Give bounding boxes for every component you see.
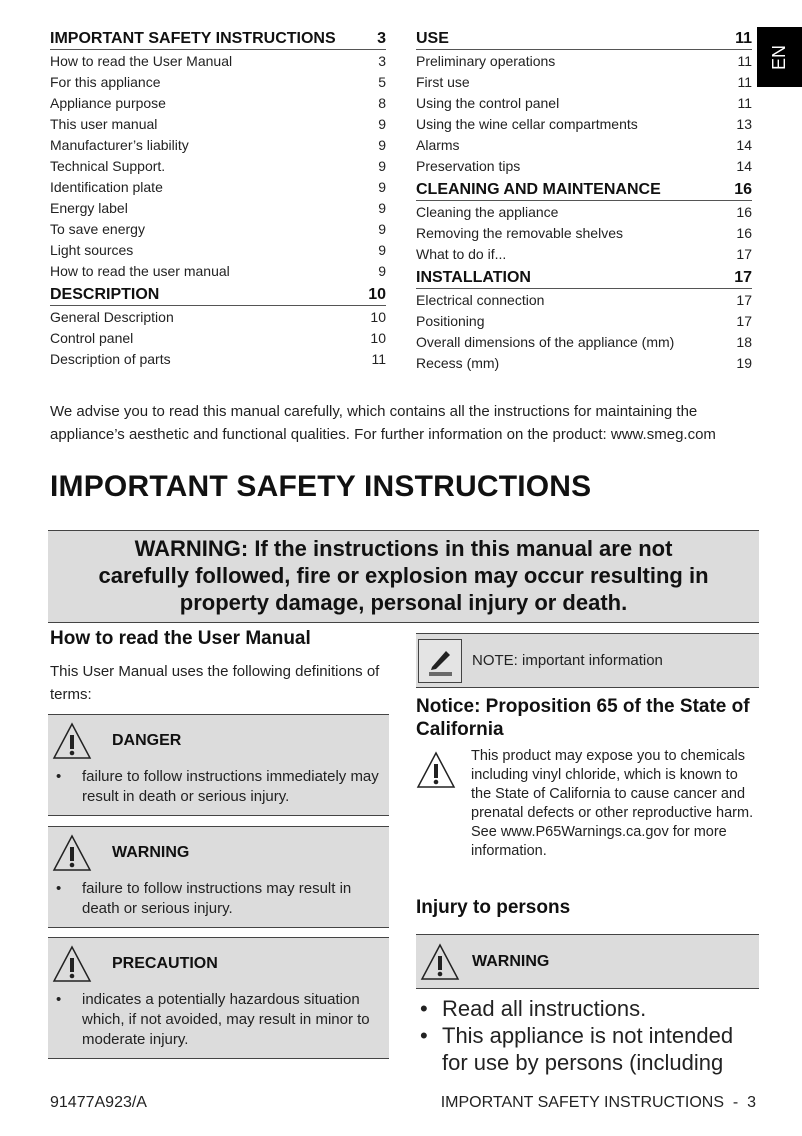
toc-page: 16 [736, 203, 752, 220]
toc-page: 9 [378, 157, 386, 174]
toc-page: 18 [736, 333, 752, 350]
toc-entry[interactable] [416, 352, 752, 373]
bullet-text: indicates a potentially hazardous situation which, if not avoided, may result in minor to moderate injury. [82, 991, 370, 1048]
toc-page: 19 [736, 354, 752, 371]
bullet-item: • Read all instructions. [420, 996, 647, 1021]
toc-entry-title: How to read the user manual [50, 262, 230, 279]
toc-entry-title: Recess (mm) [416, 354, 500, 371]
toc-page: 11 [737, 73, 752, 90]
toc-entry-title: Preliminary operations [416, 52, 556, 69]
toc-page: 3 [378, 52, 386, 69]
toc-entry-title: This user manual [50, 115, 158, 132]
toc-section-heading[interactable] [416, 28, 752, 50]
toc-page: 9 [378, 115, 386, 132]
definition-box-danger [48, 714, 389, 816]
document-code: 91477A923/A [50, 1094, 147, 1111]
warning-triangle-icon [420, 942, 460, 982]
toc-page: 17 [736, 312, 752, 329]
toc-entry[interactable] [50, 134, 386, 155]
toc-entry-title: Electrical connection [416, 291, 545, 308]
toc-entry[interactable] [50, 327, 386, 348]
toc-page: 9 [378, 262, 386, 279]
toc-section-title: USE [416, 29, 449, 47]
bullet-text: This appliance is not intended for use by persons (including [442, 1023, 734, 1075]
toc-entry-title: Energy label [50, 199, 128, 216]
injury-heading: Injury to persons [416, 897, 571, 918]
toc-page: 10 [368, 285, 386, 303]
toc-page: 17 [736, 291, 752, 308]
prop65-text: This product may expose you to chemicals including vinyl chloride, which is known to the State of California to cause cancer and prenatal defects or other reproductive harm. See www.P65Warnings.ca.gov for more information. [471, 748, 754, 859]
toc-entry[interactable] [50, 306, 386, 327]
toc-entry[interactable] [416, 50, 752, 71]
toc-entry-title: How to read the User Manual [50, 52, 233, 69]
toc-page: 16 [734, 180, 752, 198]
box-label: DANGER [112, 732, 182, 749]
toc-entry[interactable] [416, 289, 752, 310]
how-to-read-text: This User Manual uses the following definitions of terms: [50, 663, 380, 703]
toc-entry-title: Appliance purpose [50, 94, 166, 111]
toc-entry[interactable] [416, 331, 752, 352]
toc-page: 11 [737, 52, 752, 69]
toc-page: 13 [736, 115, 752, 132]
toc-entry-title: Positioning [416, 312, 485, 329]
toc-entry-title: Cleaning the appliance [416, 203, 559, 220]
toc-page: 10 [370, 308, 386, 325]
toc-entry[interactable] [50, 113, 386, 134]
warning-label: WARNING [472, 952, 550, 970]
toc-entry-title: Manufacturer’s liability [50, 136, 189, 153]
toc-section-title: DESCRIPTION [50, 285, 160, 303]
bullet-item: • failure to follow instructions immediately may result in death or serious injury. [56, 767, 381, 807]
toc-page: 10 [370, 329, 386, 346]
warning-triangle-icon [52, 721, 92, 761]
definition-box-warning [48, 826, 389, 928]
toc-section-heading[interactable] [50, 28, 386, 50]
language-tab [757, 27, 802, 87]
bullet-text: failure to follow instructions immediately may result in death or serious injury. [82, 768, 379, 805]
bullet-text: Read all instructions. [442, 996, 647, 1021]
toc-entry-title: Using the wine cellar compartments [416, 115, 638, 132]
toc-entry[interactable] [50, 348, 386, 369]
language-label: EN [768, 44, 789, 70]
toc-entry[interactable] [416, 155, 752, 176]
toc-entry[interactable] [416, 310, 752, 331]
table-of-contents-left [50, 28, 386, 369]
toc-entry[interactable] [416, 222, 752, 243]
toc-entry[interactable] [50, 155, 386, 176]
toc-entry-title: For this appliance [50, 73, 161, 90]
toc-page: 9 [378, 136, 386, 153]
toc-page: 9 [378, 220, 386, 237]
warning-triangle-icon [416, 750, 456, 795]
toc-entry-title: Removing the removable shelves [416, 224, 623, 241]
toc-section-title: CLEANING AND MAINTENANCE [416, 180, 661, 198]
toc-page: 11 [737, 94, 752, 111]
box-label: WARNING [112, 844, 190, 861]
toc-entry-title: First use [416, 73, 470, 90]
page-title: IMPORTANT SAFETY INSTRUCTIONS [50, 470, 592, 503]
bullet-item: • This appliance is not intended for use by persons (including [420, 1022, 760, 1076]
toc-entry[interactable] [50, 71, 386, 92]
toc-entry-title: Using the control panel [416, 94, 560, 111]
toc-entry[interactable] [416, 243, 752, 264]
toc-entry-title: Preservation tips [416, 157, 521, 174]
toc-entry[interactable] [50, 197, 386, 218]
bullet-text: failure to follow instructions may result in death or serious injury. [82, 880, 352, 917]
toc-section-heading[interactable] [416, 267, 752, 289]
bullet-item: • failure to follow instructions may result in death or serious injury. [56, 879, 381, 919]
toc-entry-title: Description of parts [50, 350, 171, 367]
toc-page: 11 [735, 29, 752, 47]
toc-entry[interactable] [50, 239, 386, 260]
toc-entry[interactable] [416, 113, 752, 134]
toc-page: 5 [378, 73, 386, 90]
toc-entry[interactable] [416, 92, 752, 113]
box-label: PRECAUTION [112, 955, 218, 972]
warning-triangle-icon [52, 833, 92, 873]
toc-entry[interactable] [50, 260, 386, 281]
injury-warning-box [416, 934, 759, 989]
footer-section: IMPORTANT SAFETY INSTRUCTIONS - 3 [440, 1094, 756, 1111]
toc-page: 17 [736, 245, 752, 262]
toc-page: 9 [378, 241, 386, 258]
toc-section-title: INSTALLATION [416, 268, 531, 286]
prop65-heading: Notice: Proposition 65 of the State of California [416, 696, 750, 740]
definition-box-precaution [48, 937, 389, 1059]
toc-entry-title: To save energy [50, 220, 145, 237]
toc-page: 14 [736, 157, 752, 174]
how-to-read-heading: How to read the User Manual [50, 628, 311, 649]
toc-entry-title: Light sources [50, 241, 134, 258]
toc-section-heading[interactable] [416, 179, 752, 201]
toc-entry-title: Identification plate [50, 178, 163, 195]
toc-page: 14 [736, 136, 752, 153]
toc-page: 17 [734, 268, 752, 286]
pencil-icon [418, 639, 462, 683]
toc-page: 16 [736, 224, 752, 241]
bullet-item: • indicates a potentially hazardous situation which, if not avoided, may result in minor to moderate injury. [56, 990, 381, 1050]
toc-entry-title: General Description [50, 308, 174, 325]
toc-entry[interactable] [50, 92, 386, 113]
warning-banner: WARNING: If the instructions in this manual are not carefully followed, fire or explosion may occur resulting in property damage, personal injury or death. [48, 530, 759, 623]
toc-entry-title: Overall dimensions of the appliance (mm) [416, 333, 675, 350]
toc-entry-title: Control panel [50, 329, 134, 346]
warning-triangle-icon [52, 944, 92, 984]
toc-page: 3 [377, 29, 386, 47]
toc-entry[interactable] [50, 218, 386, 239]
injury-bullets [420, 995, 760, 1076]
toc-entry-title: Technical Support. [50, 157, 166, 174]
note-box [416, 633, 759, 688]
toc-section-title: IMPORTANT SAFETY INSTRUCTIONS [50, 29, 336, 47]
toc-page: 9 [378, 178, 386, 195]
toc-entry[interactable] [416, 201, 752, 222]
toc-entry[interactable] [416, 71, 752, 92]
toc-entry-title: Alarms [416, 136, 460, 153]
toc-page: 9 [378, 199, 386, 216]
toc-section-heading[interactable] [50, 284, 386, 306]
table-of-contents-right [416, 28, 752, 373]
intro-paragraph: We advise you to read this manual carefully, which contains all the instructions for maintaining the appliance’s aesthetic and functional qualities. For further information on the product: www.smeg.com [50, 403, 716, 443]
note-text: NOTE: important information [472, 652, 663, 669]
toc-entry[interactable] [416, 134, 752, 155]
toc-entry-title: What to do if... [416, 245, 507, 262]
toc-page: 11 [371, 350, 386, 367]
toc-page: 8 [378, 94, 386, 111]
toc-entry[interactable] [50, 176, 386, 197]
toc-entry[interactable] [50, 50, 386, 71]
